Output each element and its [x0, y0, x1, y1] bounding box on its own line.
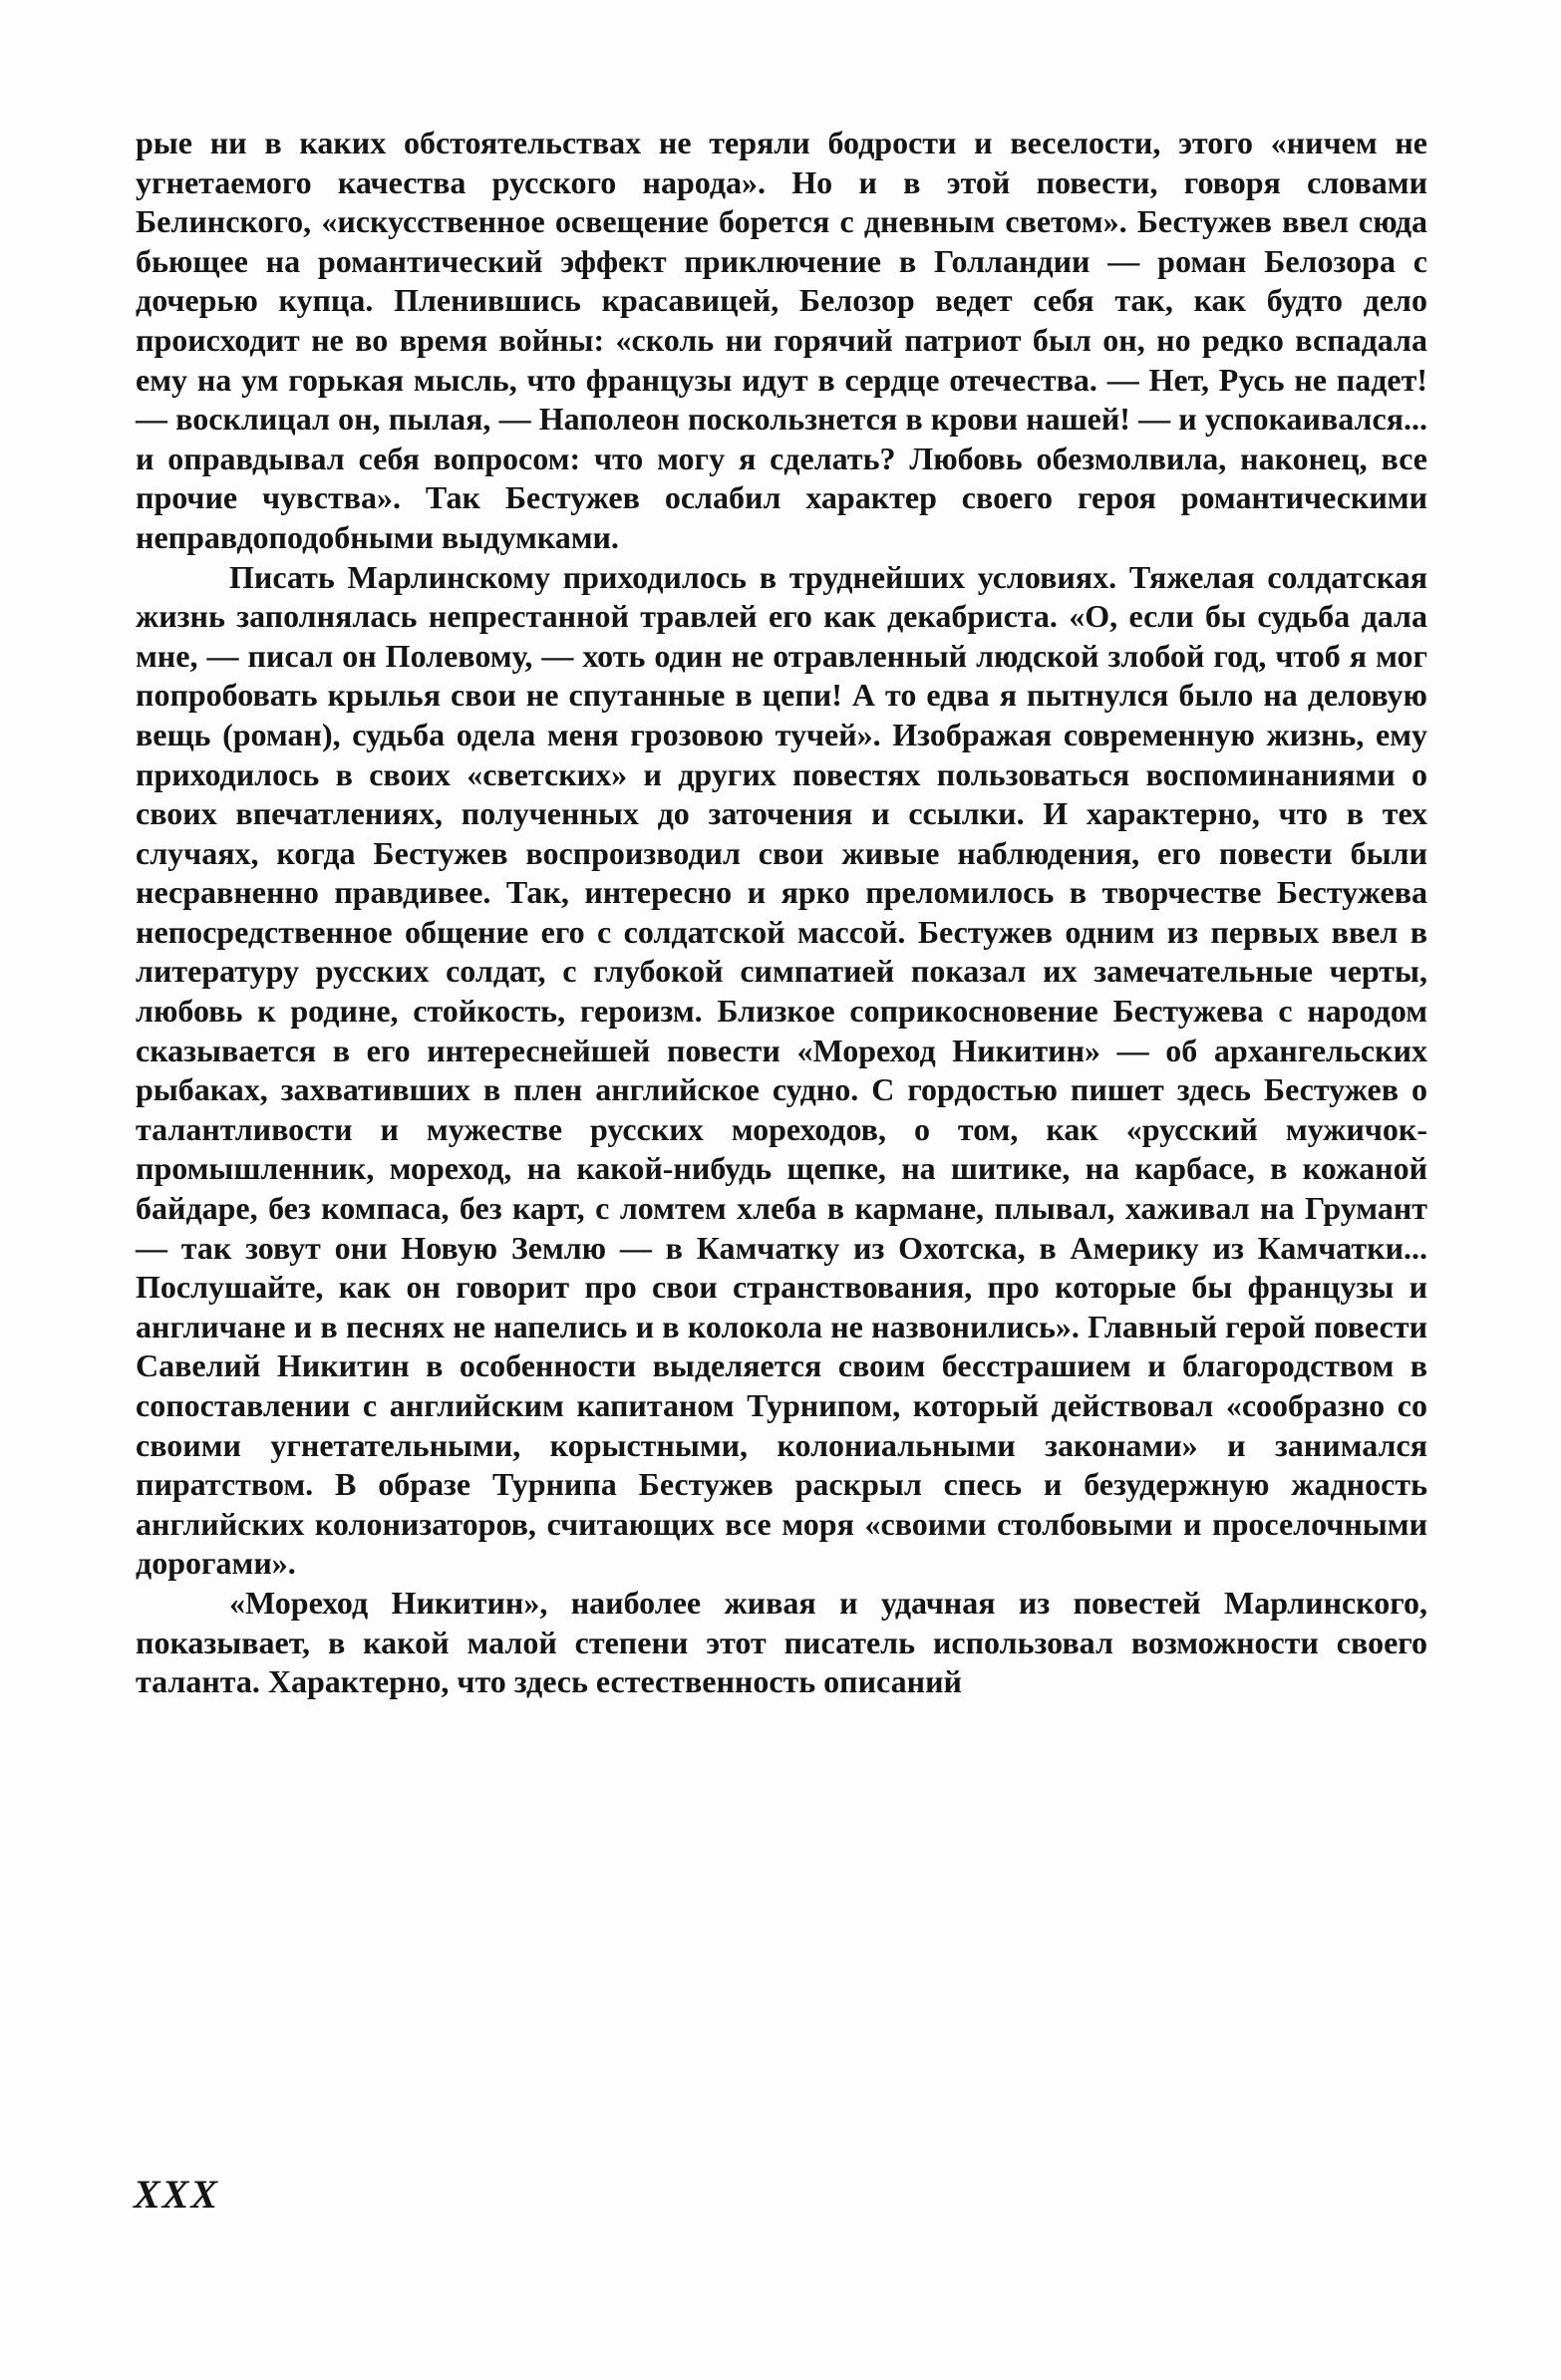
- page-number: XXX: [134, 2172, 220, 2217]
- paragraph-3: «Мореход Никитин», наиболее живая и удачная из повестей Марлинского, показывает, в какой малой степени этот писатель использовал возможности своего таланта. Характерно, что здесь естественность описаний: [136, 1584, 1427, 1700]
- paragraph-2: Писать Марлинскому приходилось в труднейших условиях. Тяжелая солдатская жизнь заполнялась непрестанной травлей его как декабриста. «О, если бы судьба дала мне, — писал он Полевому, — хоть один не отравленный людской злобой год, чтоб я мог попробовать крылья свои не спутанные в цепи! А то едва я пытнулся было на деловую вещь (роман), судьба одела меня грозовою тучей». Изображая современную жизнь, ему приходилось в своих «светских» и других повестях пользоваться воспоминаниями о своих впечатлениях, полученных до заточения и ссылки. И характерно, что в тех случаях, когда Бестужев воспроизводил свои живые наблюдения, его повести были несравненно правдивее. Так, интересно и ярко преломилось в творчестве Бестужева непосредственное общение его с солдатской массой. Бестужев одним из первых ввел в литературу русских солдат, с глубокой симпатией показал их замечательные черты, любовь к родине, стойкость, героизм. Близкое соприкосновение Бестужева с народом сказывается в его интереснейшей повести «Мореход Никитин» — об архангельских рыбаках, захвативших в плен английское судно. С гордостью пишет здесь Бестужев о талантливости и мужестве русских мореходов, о том, как «русский мужичок-промышленник, мореход, на какой-нибудь щепке, на шитике, на карбасе, в кожаной байдаре, без компаса, без карт, с ломтем хлеба в кармане, плывал, хаживал на Грумант — так зовут они Новую Землю — в Камчатку из Охотска, в Америку из Камчатки... Послушайте, как он говорит про свои странствования, про которые бы французы и англичане и в песнях не напелись и в колокола не назвонились». Главный герой повести Савелий Никитин в особенности выделяется своим бесстрашием и благородством в сопоставлении с английским капитаном Турнипом, который действовал «сообразно со своими угнетательными, корыстными, колониальными законами» и занимался пиратством. В образе Турнипа Бестужев раскрыл спесь и безудержную жадность английских колонизаторов, считающих все моря «своими столбовыми и проселочными дорогами».: [136, 558, 1427, 1582]
- paragraph-1: рые ни в каких обстоятельствах не теряли бодрости и веселости, этого «ничем не угнетаемого качества русского народа». Но и в этой повести, говоря словами Белинского, «искусственное освещение борется с дневным светом». Бестужев ввел сюда бьющее на романтический эффект приключение в Голландии — роман Белозора с дочерью купца. Пленившись красавицей, Белозор ведет себя так, как будто дело происходит не во время войны: «сколь ни горячий патриот был он, но редко вспадала ему на ум горькая мысль, что французы идут в сердце отечества. — Нет, Русь не падет! — восклицал он, пылая, — Наполеон поскользнется в крови нашей! — и успокаивался... и оправдывал себя вопросом: что могу я сделать? Любовь обезмолвила, наконец, все прочие чувства». Так Бестужев ослабил характер своего героя романтическими неправдоподобными выдумками.: [136, 125, 1427, 555]
- body-text: [136, 124, 1427, 1702]
